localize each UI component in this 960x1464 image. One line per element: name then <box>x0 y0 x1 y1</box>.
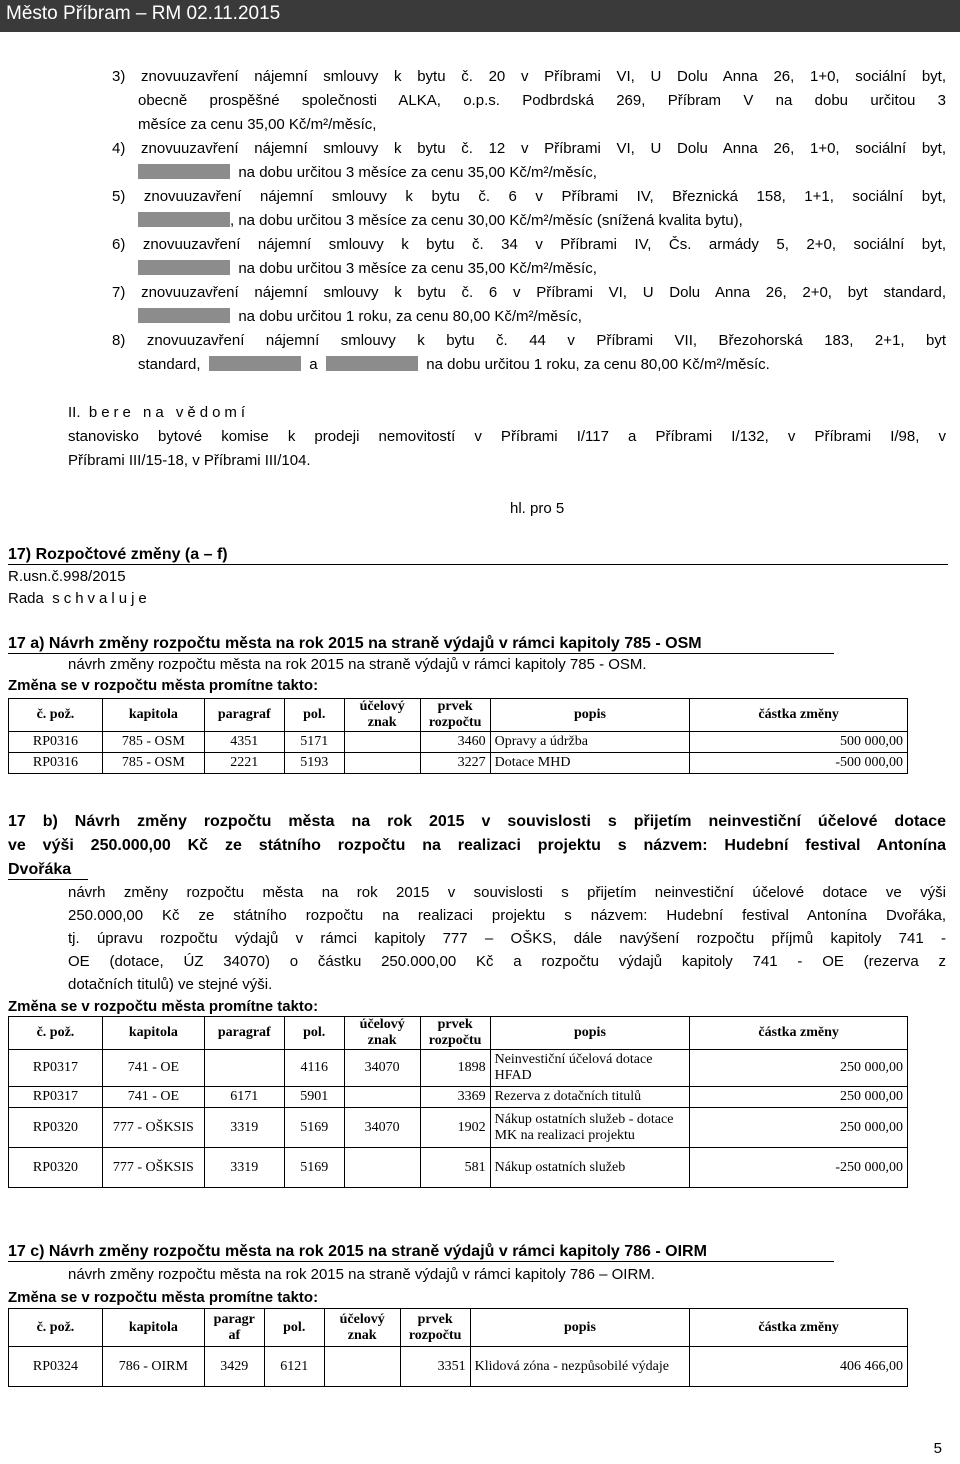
cell: 5169 <box>284 1148 344 1188</box>
cell: 1902 <box>420 1108 490 1148</box>
section-2-text-1: stanovisko bytové komise k prodeji nemovitostí v Příbrami I/117 a Příbrami I/132, v Příbrami I/98, v <box>68 428 946 445</box>
cell: 5169 <box>284 1108 344 1148</box>
section-17b-text-1: návrh změny rozpočtu města na rok 2015 v souvislosti s přijetím neinvestiční účelové dotace ve výši <box>68 884 946 901</box>
cell: RP0324 <box>9 1347 103 1387</box>
col-header: prvek rozpočtu <box>420 699 490 732</box>
change-label-c: Změna se v rozpočtu města promítne takto: <box>8 1289 319 1306</box>
cell: -500 000,00 <box>690 753 908 774</box>
col-header: prvek rozpočtu <box>400 1309 470 1347</box>
item-7-line-1: 7) znovuuzavření nájemní smlouvy k bytu č. 6 v Příbrami VI, U Dolu Anna 26, 2+0, byt standard, <box>112 284 946 301</box>
col-header: paragraf <box>204 699 284 732</box>
divider <box>8 564 948 565</box>
section-17b-title-3: Dvořáka <box>8 861 72 878</box>
item-4-line-2 <box>138 164 597 181</box>
cell: Nákup ostatních služeb - dotace MK na realizaci projektu <box>490 1108 690 1148</box>
section-17b-text-4: OE (dotace, ÚZ 34070) o částku 250.000,00 Kč a rozpočtu výdajů kapitoly 741 - OE (rezerva z <box>68 953 946 970</box>
col-header: popis <box>490 699 690 732</box>
budget-table-17c <box>8 1308 908 1387</box>
section-2-title: bere na vědomí <box>88 404 250 421</box>
section-17c-text: návrh změny rozpočtu města na rok 2015 na straně výdajů v rámci kapitoly 786 – OIRM. <box>68 1266 655 1283</box>
col-header: kapitola <box>102 1309 204 1347</box>
cell: 5193 <box>284 753 344 774</box>
vote-count: hl. pro 5 <box>510 500 565 517</box>
section-17b-text-5: dotačních titulů) ve stejné výši. <box>68 976 273 993</box>
col-header: kapitola <box>102 699 204 732</box>
section-17b-title-2: ve výši 250.000,00 Kč ze státního rozpočtu na realizaci projektu s názvem: Hudební festival Antonína <box>8 837 946 854</box>
cell <box>344 732 420 753</box>
table-row <box>9 1108 908 1148</box>
col-header: pol. <box>284 1017 344 1050</box>
cell: 581 <box>420 1148 490 1188</box>
col-header: prvek rozpočtu <box>420 1017 490 1050</box>
table-row <box>9 1148 908 1188</box>
cell: Opravy a údržba <box>490 732 690 753</box>
cell: 250 000,00 <box>690 1087 908 1108</box>
header-bar <box>0 0 960 32</box>
col-header: kapitola <box>102 1017 204 1050</box>
cell: 3351 <box>400 1347 470 1387</box>
table-row <box>9 1347 908 1387</box>
cell: 777 - OŠKSIS <box>102 1148 204 1188</box>
col-header: částka změny <box>690 699 908 732</box>
item-8-text-c: na dobu určitou 1 roku, za cenu 80,00 Kč/m²/měsíc. <box>426 356 770 373</box>
cell: 406 466,00 <box>690 1347 908 1387</box>
redaction-block <box>138 260 230 275</box>
section-17a-text: návrh změny rozpočtu města na rok 2015 na straně výdajů v rámci kapitoly 785 - OSM. <box>68 656 647 673</box>
change-label-a: Změna se v rozpočtu města promítne takto: <box>8 677 319 694</box>
item-8-text-a: standard, <box>138 356 201 373</box>
col-header: částka změny <box>690 1017 908 1050</box>
cell: 5171 <box>284 732 344 753</box>
cell: Klidová zóna - nezpůsobilé výdaje <box>470 1347 690 1387</box>
cell: 785 - OSM <box>102 732 204 753</box>
cell: 3227 <box>420 753 490 774</box>
cell: 4116 <box>284 1050 344 1087</box>
item-3-line-3: měsíce za cenu 35,00 Kč/m²/měsíc, <box>138 116 377 133</box>
divider <box>8 879 88 880</box>
cell: RP0320 <box>9 1148 103 1188</box>
table-row <box>9 753 908 774</box>
approves-label: schvaluje <box>52 590 151 607</box>
col-header: č. pož. <box>9 1017 103 1050</box>
cell: -250 000,00 <box>690 1148 908 1188</box>
cell: 34070 <box>344 1108 420 1148</box>
cell: 3319 <box>204 1148 284 1188</box>
table-row <box>9 1087 908 1108</box>
item-8-line-2 <box>138 356 770 373</box>
section-17a-title: 17 a) Návrh změny rozpočtu města na rok 2015 na straně výdajů v rámci kapitoly 785 - OSM <box>8 635 702 652</box>
cell: RP0317 <box>9 1050 103 1087</box>
cell: 250 000,00 <box>690 1050 908 1087</box>
table-row <box>9 1050 908 1087</box>
cell <box>344 1148 420 1188</box>
cell: RP0316 <box>9 732 103 753</box>
council-approves <box>8 590 151 607</box>
cell: Dotace MHD <box>490 753 690 774</box>
section-17b-text-3: tj. úpravu rozpočtu výdajů v rámci kapitoly 777 – OŠKS, dále navýšení rozpočtu příjmů kapitoly 741 - <box>68 930 946 947</box>
table-row <box>9 732 908 753</box>
col-header: č. pož. <box>9 1309 103 1347</box>
item-8-text-b: a <box>309 356 318 373</box>
cell: Nákup ostatních služeb <box>490 1148 690 1188</box>
cell: Rezerva z dotačních titulů <box>490 1087 690 1108</box>
col-header: č. pož. <box>9 699 103 732</box>
cell <box>324 1347 400 1387</box>
item-3-line-2: obecně prospěšné společnosti ALKA, o.p.s. Podbrdská 269, Příbram V na dobu určitou 3 <box>138 92 946 109</box>
item-8-line-1: 8) znovuuzavření nájemní smlouvy k bytu č. 44 v Příbrami VII, Březohorská 183, 2+1, byt <box>112 332 946 349</box>
col-header: pol. <box>264 1309 324 1347</box>
item-7-line-2-text: na dobu určitou 1 roku, za cenu 80,00 Kč/m²/měsíc, <box>238 308 582 325</box>
cell: 5901 <box>284 1087 344 1108</box>
section-17b-title-1: 17 b) Návrh změny rozpočtu města na rok 2015 v souvislosti s přijetím neinvestiční účelové dotace <box>8 813 946 830</box>
divider <box>8 1261 834 1262</box>
header-title: Město Příbram – RM 02.11.2015 <box>6 3 281 24</box>
cell: 785 - OSM <box>102 753 204 774</box>
cell: Neinvestiční účelová dotace HFAD <box>490 1050 690 1087</box>
col-header: účelový znak <box>324 1309 400 1347</box>
section-17b-text-2: 250.000,00 Kč ze státního rozpočtu na realizaci projektu s názvem: Hudební festival Antonína Dvořáka, <box>68 907 946 924</box>
cell: 500 000,00 <box>690 732 908 753</box>
col-header: účelový znak <box>344 699 420 732</box>
item-4-line-1: 4) znovuuzavření nájemní smlouvy k bytu č. 12 v Příbrami VI, U Dolu Anna 26, 1+0, sociální byt, <box>112 140 946 157</box>
cell: 3460 <box>420 732 490 753</box>
cell: 6121 <box>264 1347 324 1387</box>
section-2-text-2: Příbrami III/15-18, v Příbrami III/104. <box>68 452 311 469</box>
item-3-line-1: 3) znovuuzavření nájemní smlouvy k bytu č. 20 v Příbrami VI, U Dolu Anna 26, 1+0, sociální byt, <box>112 68 946 85</box>
cell: 1898 <box>420 1050 490 1087</box>
divider <box>8 653 834 654</box>
section-17-title: 17) Rozpočtové změny (a – f) <box>8 546 228 563</box>
resolution-number: R.usn.č.998/2015 <box>8 568 126 585</box>
budget-table-17a <box>8 698 908 774</box>
cell: 741 - OE <box>102 1050 204 1087</box>
item-5-line-2 <box>138 212 743 229</box>
col-header: paragr af <box>204 1309 264 1347</box>
col-header: částka změny <box>690 1309 908 1347</box>
table-header-row <box>9 699 908 732</box>
cell <box>344 753 420 774</box>
cell: 6171 <box>204 1087 284 1108</box>
section-2-heading <box>68 404 249 421</box>
cell: 741 - OE <box>102 1087 204 1108</box>
council-label: Rada <box>8 590 44 607</box>
page-number: 5 <box>933 1440 942 1457</box>
redaction-block <box>138 212 230 227</box>
cell <box>204 1050 284 1087</box>
redaction-block <box>138 308 230 323</box>
item-4-line-2-text: na dobu určitou 3 měsíce za cenu 35,00 Kč/m²/měsíc, <box>238 164 597 181</box>
cell: 2221 <box>204 753 284 774</box>
cell <box>344 1087 420 1108</box>
redaction-block <box>326 356 418 371</box>
cell: 3319 <box>204 1108 284 1148</box>
item-6-line-2-text: na dobu určitou 3 měsíce za cenu 35,00 Kč/m²/měsíc, <box>238 260 597 277</box>
col-header: paragraf <box>204 1017 284 1050</box>
redaction-block <box>138 164 230 179</box>
cell: RP0317 <box>9 1087 103 1108</box>
cell: RP0320 <box>9 1108 103 1148</box>
table-header-row <box>9 1309 908 1347</box>
item-6-line-2 <box>138 260 597 277</box>
redaction-block <box>209 356 301 371</box>
item-6-line-1: 6) znovuuzavření nájemní smlouvy k bytu č. 34 v Příbrami IV, Čs. armády 5, 2+0, sociální byt, <box>112 236 946 253</box>
cell: 250 000,00 <box>690 1108 908 1148</box>
change-label-b: Změna se v rozpočtu města promítne takto: <box>8 998 319 1015</box>
cell: 777 - OŠKSIS <box>102 1108 204 1148</box>
section-17c-title: 17 c) Návrh změny rozpočtu města na rok 2015 na straně výdajů v rámci kapitoly 786 - OIRM <box>8 1243 707 1260</box>
item-7-line-2 <box>138 308 582 325</box>
cell: 34070 <box>344 1050 420 1087</box>
cell: 786 - OIRM <box>102 1347 204 1387</box>
item-5-line-2-text: , na dobu určitou 3 měsíce za cenu 30,00 Kč/m²/měsíc (snížená kvalita bytu), <box>230 212 743 229</box>
col-header: popis <box>490 1017 690 1050</box>
col-header: účelový znak <box>344 1017 420 1050</box>
table-header-row <box>9 1017 908 1050</box>
cell: 3429 <box>204 1347 264 1387</box>
cell: RP0316 <box>9 753 103 774</box>
item-5-line-1: 5) znovuuzavření nájemní smlouvy k bytu č. 6 v Příbrami IV, Březnická 158, 1+1, sociální byt, <box>112 188 946 205</box>
cell: 3369 <box>420 1087 490 1108</box>
section-2-roman: II. <box>68 404 81 421</box>
budget-table-17b <box>8 1016 908 1188</box>
cell: 4351 <box>204 732 284 753</box>
col-header: popis <box>470 1309 690 1347</box>
col-header: pol. <box>284 699 344 732</box>
